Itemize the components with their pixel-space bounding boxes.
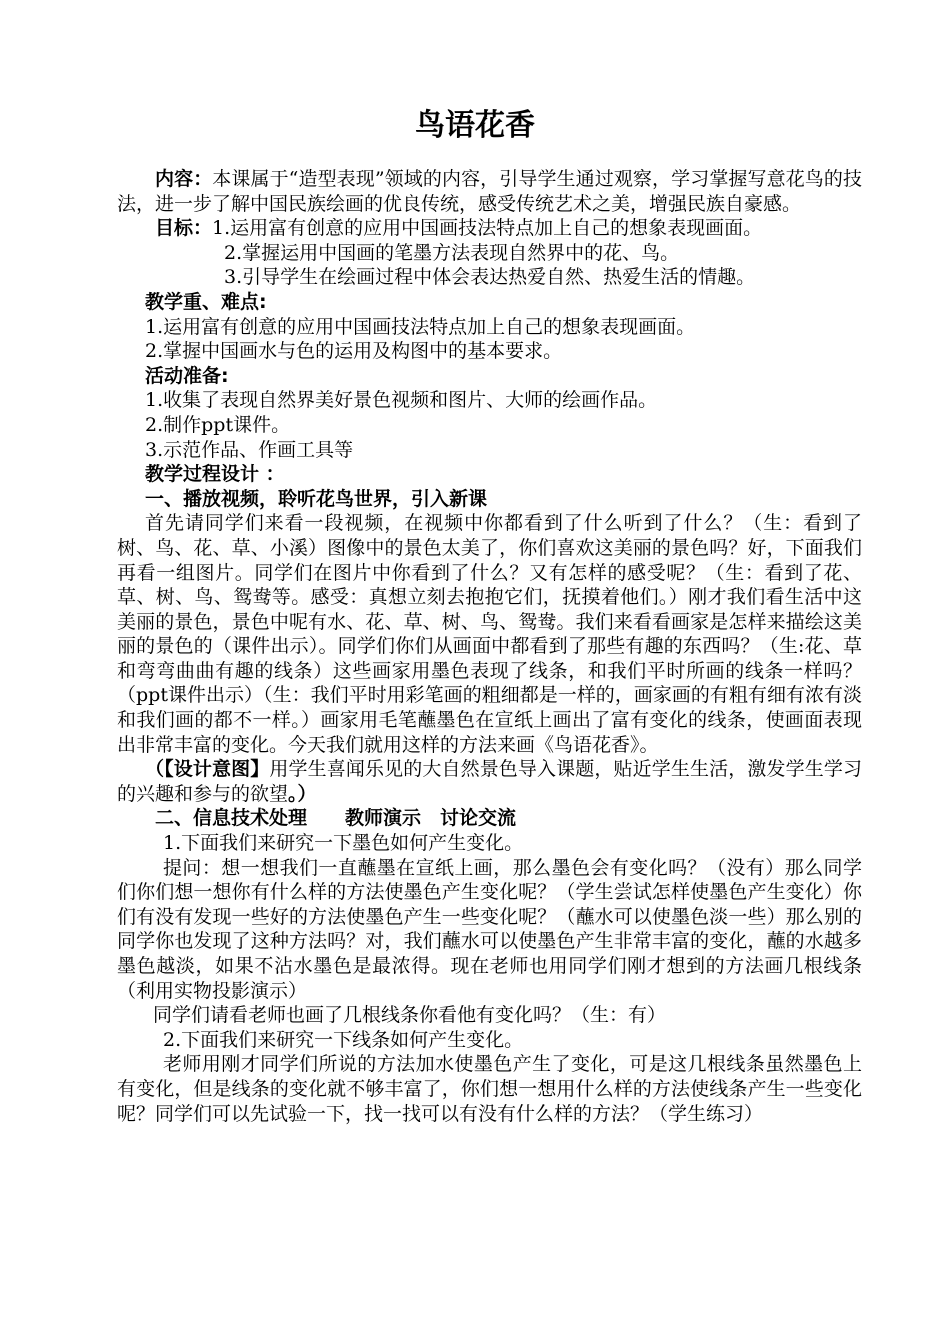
- process-heading: 教学过程设计 ：: [145, 463, 285, 486]
- preparation-item-2: 2.制作ppt课件。: [145, 413, 291, 436]
- goal-text-1: 1.运用富有创意的应用中国画技法特点加上自己的想象表现画面。: [212, 217, 763, 240]
- design-intent-text: 用学生喜闻乐见的大自然景色导入课题，贴近学生生活，激发学生学习的兴趣和参与的欲望: [117, 758, 862, 805]
- section2-paragraph-3: 老师用刚才同学们所说的方法加水使墨色产生了变化，可是这几根线条虽然墨色上有变化，但是线条的变化就不够丰富了，你们想一想用什么样的方法使线条产生一些变化呢？同学们可以先试验一下，找一找可以有没有什么样的方法？（学生练习）: [117, 1053, 862, 1125]
- goal-item-1: [117, 216, 862, 241]
- section2-item-2: 2.下面我们来研究一下线条如何产生变化。: [163, 1028, 524, 1051]
- section2-paragraph-1: 提问：想一想我们一直蘸墨在宣纸上画，那么墨色会有变化吗？（没有）那么同学们你们想一想你有什么样的方法使墨色产生变化呢？（学生尝试怎样使墨色产生变化）你们有没有发现一些好的方法使墨色产生一些变化呢？（蘸水可以使墨色淡一些）那么别的同学你也发现了这种方法吗？对，我们蘸水可以使墨色产生非常丰富的变化，蘸的水越多墨色越淡，如果不沾水墨色是最浓得。现在老师也用同学们刚才想到的方法画几根线条（利用实物投影演示）: [117, 856, 862, 1002]
- goal-item-2: 2.掌握运用中国画的笔墨方法表现自然界中的花、鸟。: [224, 241, 680, 264]
- preparation-item-1: 1.收集了表现自然界美好景色视频和图片、大师的绘画作品。: [145, 389, 658, 412]
- section2-item-1: 1.下面我们来研究一下墨色如何产生变化。: [163, 832, 524, 855]
- preparation-item-3: 3.示范作品、作画工具等: [145, 438, 354, 461]
- key-point-1: 1.运用富有创意的应用中国画技法特点加上自己的想象表现画面。: [145, 315, 696, 338]
- key-points-heading: 教学重、难点:: [145, 290, 267, 313]
- section1-heading: 一、播放视频，聆听花鸟世界，引入新课: [145, 487, 488, 510]
- design-intent-label: （【设计意图】: [145, 758, 270, 781]
- content-label: 内容：: [155, 168, 213, 190]
- goals-label: 目标：: [155, 217, 213, 240]
- key-point-2: 2.掌握中国画水与色的运用及构图中的基本要求。: [145, 340, 563, 363]
- goal-item-3: 3.引导学生在绘画过程中体会表达热爱自然、热爱生活的情趣。: [224, 266, 756, 289]
- preparation-heading: 活动准备:: [145, 364, 229, 387]
- content-paragraph: [117, 167, 862, 216]
- content-text: 本课属于“造型表现”领域的内容，引导学生通过观察，学习掌握写意花鸟的技法，进一步了解中国民族绘画的优良传统，感受传统艺术之美，增强民族自豪感。: [117, 168, 862, 215]
- document-title: 鸟语花香: [415, 108, 535, 143]
- design-intent-close: 。）: [288, 782, 317, 805]
- section2-paragraph-2: 同学们请看老师也画了几根线条你看他有变化吗？（生：有）: [153, 1004, 667, 1027]
- document-body: [117, 167, 862, 1126]
- section2-heading: 二、信息技术处理 教师演示 讨论交流: [155, 807, 517, 830]
- design-intent-paragraph: [117, 757, 862, 806]
- section1-paragraph: 首先请同学们来看一段视频，在视频中你都看到了什么听到了什么？（生：看到了树、鸟、花、草、小溪）图像中的景色太美了，你们喜欢这美丽的景色吗？好，下面我们再看一组图片。同学们在图片中你看到了什么？又有怎样的感受呢？（生：看到了花、草、树、鸟、鸳鸯等。感受：真想立刻去抱抱它们，抚摸着他们。）刚才我们看生活中这美丽的景色，景色中呢有水、花、草、树、鸟、鸳鸯。我们来看看画家是怎样来描绘这美丽的景色的（课件出示）。同学们你们从画面中都看到了那些有趣的东西吗？（生:花、草和弯弯曲曲有趣的线条）这些画家用墨色表现了线条，和我们平时所画的线条一样吗？（ppt课件出示）（生：我们平时用彩笔画的粗细都是一样的，画家画的有粗有细有浓有淡和我们画的都不一样。）画家用毛笔蘸墨色在宣纸上画出了富有变化的线条，使画面表现出非常丰富的变化。今天我们就用这样的方法来画《鸟语花香》。: [117, 512, 862, 756]
